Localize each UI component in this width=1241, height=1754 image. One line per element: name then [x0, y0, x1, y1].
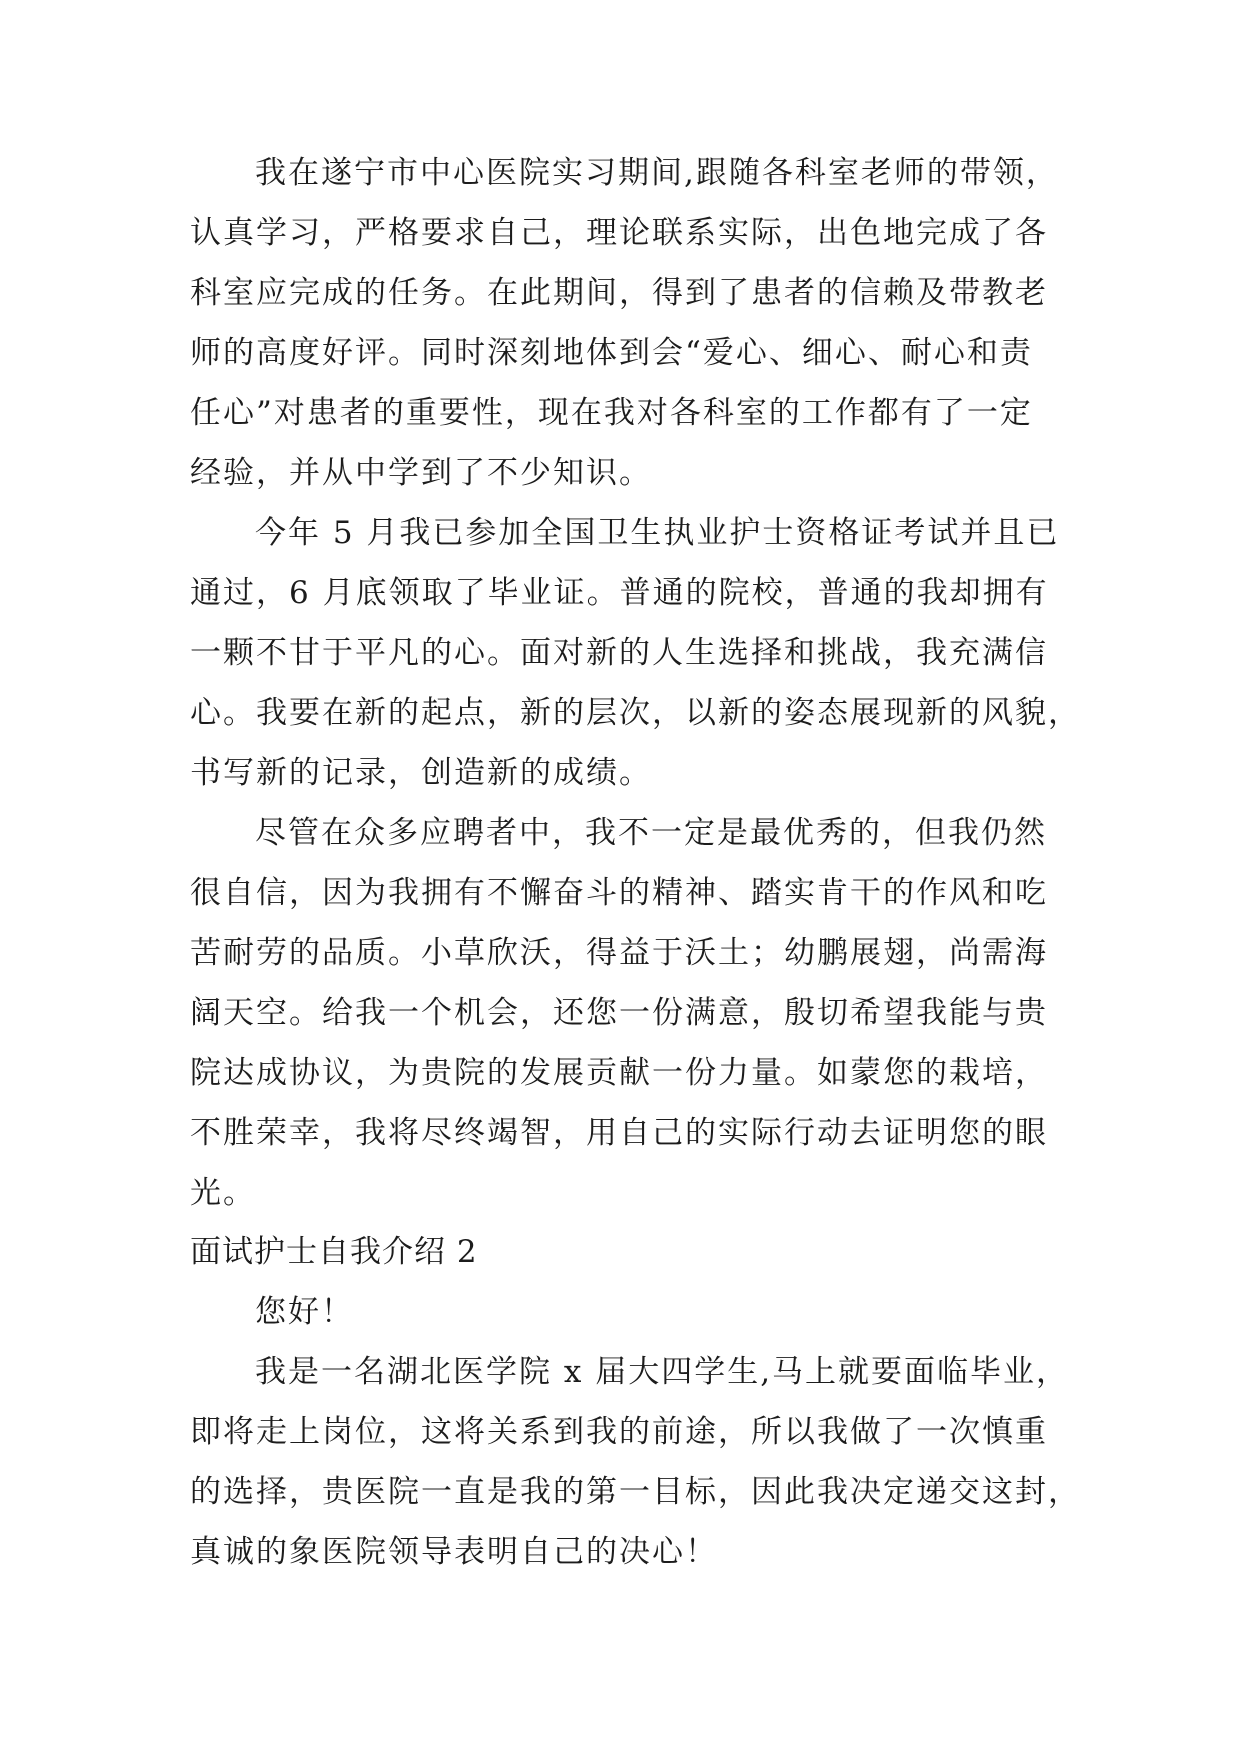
paragraph-4-line-4: 真诚的象医院领导表明自己的决心！: [190, 1534, 718, 1570]
paragraph-1-line-2: 认真学习，严格要求自己，理论联系实际，出色地完成了各: [190, 215, 1048, 251]
paragraph-3-line-3: 苦耐劳的品质。小草欣沃，得益于沃土；幼鹏展翅，尚需海: [190, 935, 1048, 971]
paragraph-2-line-1: 今年 5 月我已参加全国卫生执业护士资格证考试并且已: [255, 515, 1060, 551]
paragraph-4-line-2: 即将走上岗位，这将关系到我的前途，所以我做了一次慎重: [190, 1414, 1048, 1450]
paragraph-3-line-6: 不胜荣幸，我将尽终竭智，用自己的实际行动去证明您的眼: [190, 1115, 1048, 1151]
paragraph-4-line-1: 我是一名湖北医学院 x 届大四学生,马上就要面临毕业，: [255, 1354, 1070, 1390]
paragraph-1-line-5: 任心”对患者的重要性，现在我对各科室的工作都有了一定: [190, 395, 1033, 431]
paragraph-3-line-1: 尽管在众多应聘者中，我不一定是最优秀的，但我仍然: [255, 815, 1047, 851]
section-heading: 面试护士自我介绍 2: [190, 1234, 478, 1270]
paragraph-4-line-3: 的选择，贵医院一直是我的第一目标，因此我决定递交这封，: [190, 1474, 1081, 1510]
greeting: 您好！: [255, 1294, 354, 1330]
paragraph-2-line-4: 心。我要在新的起点，新的层次，以新的姿态展现新的风貌，: [190, 695, 1081, 731]
paragraph-3-line-5: 院达成协议，为贵院的发展贡献一份力量。如蒙您的栽培，: [190, 1055, 1048, 1091]
paragraph-2-line-2: 通过，6 月底领取了毕业证。普通的院校，普通的我却拥有: [190, 575, 1049, 611]
paragraph-2-line-5: 书写新的记录，创造新的成绩。: [190, 755, 652, 791]
paragraph-1-line-4: 师的高度好评。同时深刻地体到会“爱心、细心、耐心和责: [190, 335, 1033, 371]
paragraph-1-line-3: 科室应完成的任务。在此期间，得到了患者的信赖及带教老: [190, 275, 1048, 311]
paragraph-3-line-7: 光。: [190, 1175, 256, 1211]
paragraph-3-line-2: 很自信，因为我拥有不懈奋斗的精神、踏实肯干的作风和吃: [190, 875, 1048, 911]
paragraph-2-line-3: 一颗不甘于平凡的心。面对新的人生选择和挑战，我充满信: [190, 635, 1048, 671]
paragraph-1-line-1: 我在遂宁市中心医院实习期间,跟随各科室老师的带领，: [255, 155, 1059, 191]
paragraph-3-line-4: 阔天空。给我一个机会，还您一份满意，殷切希望我能与贵: [190, 995, 1048, 1031]
paragraph-1-line-6: 经验，并从中学到了不少知识。: [190, 455, 652, 491]
